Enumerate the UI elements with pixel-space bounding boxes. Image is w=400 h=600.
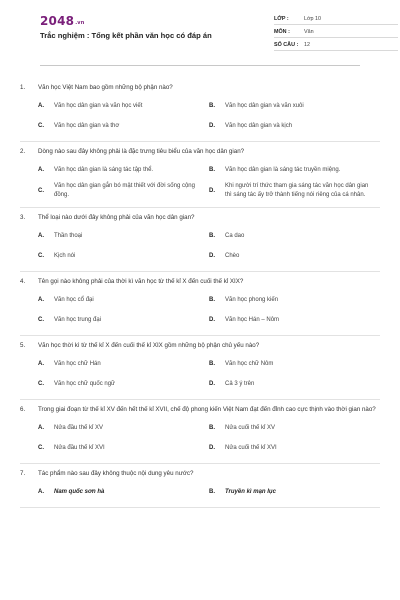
option-letter: D.	[209, 122, 215, 129]
meta-key: LỚP :	[274, 16, 289, 22]
answer-option[interactable]	[38, 376, 209, 392]
option-text: Nửa cuối thế kỉ XVI	[225, 444, 277, 451]
meta-value: Văn	[304, 29, 314, 35]
option-text: Nửa đầu thế kỉ XVI	[54, 444, 105, 451]
answer-options	[20, 420, 380, 456]
question-stem	[20, 277, 380, 287]
answer-option[interactable]	[209, 484, 380, 500]
answer-option[interactable]	[209, 228, 380, 244]
question-item	[20, 464, 380, 508]
option-text: Truyền kì mạn lục	[225, 488, 276, 495]
option-letter: B.	[209, 102, 215, 109]
option-text: Văn học chữ Nôm	[225, 360, 274, 367]
meta-row	[274, 38, 398, 51]
option-text: Văn học dân gian và văn xuôi	[225, 102, 304, 109]
answer-option[interactable]	[38, 484, 209, 500]
option-letter: C.	[38, 316, 44, 323]
question-text: Văn học Việt Nam bao gồm những bộ phận nào?	[38, 84, 173, 91]
header	[20, 0, 380, 70]
option-text: Thần thoại	[54, 232, 83, 239]
question-number: 1.	[20, 84, 26, 91]
answer-option[interactable]	[209, 98, 380, 114]
question-item	[20, 142, 380, 208]
option-letter: B.	[209, 488, 215, 495]
option-letter: C.	[38, 252, 44, 259]
answer-option[interactable]	[209, 420, 380, 436]
answer-options	[20, 292, 380, 328]
question-number: 2.	[20, 148, 26, 155]
option-text: Văn học dân gian và văn học viết	[54, 102, 143, 109]
meta-value: 12	[304, 42, 310, 48]
option-letter: D.	[209, 380, 215, 387]
meta-table	[274, 12, 398, 51]
question-item	[20, 336, 380, 400]
option-text: Văn học dân gian và kịch	[225, 122, 293, 129]
option-text: Văn học dân gian gắn bó mật thiết với đời sống cộng đồng.	[54, 183, 195, 198]
answer-option[interactable]	[38, 420, 209, 436]
question-number: 6.	[20, 406, 26, 413]
option-letter: A.	[38, 232, 44, 239]
site-logo[interactable]	[40, 14, 85, 28]
option-letter: B.	[209, 296, 215, 303]
answer-option[interactable]	[209, 248, 380, 264]
meta-key: MÔN :	[274, 29, 290, 35]
question-stem	[20, 405, 380, 415]
answer-options	[20, 98, 380, 134]
answer-option[interactable]	[209, 292, 380, 308]
option-letter: C.	[38, 122, 44, 129]
answer-option[interactable]	[209, 182, 380, 200]
option-letter: A.	[38, 296, 44, 303]
option-letter: B.	[209, 424, 215, 431]
option-text: Cả 3 ý trên	[225, 380, 255, 387]
option-text: Kịch nói	[54, 252, 76, 259]
answer-option[interactable]	[38, 440, 209, 456]
answer-option[interactable]	[38, 312, 209, 328]
option-letter: D.	[209, 444, 215, 451]
question-number: 3.	[20, 214, 26, 221]
option-text: Văn học Hán – Nôm	[225, 316, 280, 323]
answer-option[interactable]	[38, 118, 209, 134]
option-letter: D.	[209, 316, 215, 323]
question-text: Tác phẩm nào sau đây không thuộc nội dung yêu nước?	[38, 470, 194, 477]
option-letter: A.	[38, 360, 44, 367]
option-text: Văn học phong kiến	[225, 296, 279, 303]
question-stem	[20, 213, 380, 223]
answer-option[interactable]	[38, 292, 209, 308]
option-letter: D.	[209, 187, 215, 194]
question-item	[20, 272, 380, 336]
option-letter: A.	[38, 488, 44, 495]
option-letter: B.	[209, 232, 215, 239]
answer-option[interactable]	[209, 356, 380, 372]
option-letter: B.	[209, 166, 215, 173]
question-text: Trong giai đoạn từ thế kỉ XV đến hết thế kỉ XVII, chế độ phong kiến Việt Nam đạt đến đỉnh cao cực thịnh vào thời gian nào?	[38, 406, 376, 413]
answer-option[interactable]	[38, 356, 209, 372]
answer-option[interactable]	[38, 248, 209, 264]
option-letter: D.	[209, 252, 215, 259]
answer-option[interactable]	[209, 376, 380, 392]
option-text: Chèo	[225, 252, 240, 259]
option-letter: A.	[38, 102, 44, 109]
question-text: Tên gọi nào không phải của thời kì văn học từ thế kỉ X đến cuối thế kỉ XIX?	[38, 278, 244, 285]
question-item	[20, 400, 380, 464]
answer-options	[20, 228, 380, 264]
option-text: Văn học trung đại	[54, 316, 102, 323]
answer-option[interactable]	[38, 98, 209, 114]
option-text: Văn học dân gian và thơ	[54, 122, 120, 129]
meta-row	[274, 12, 398, 25]
option-letter: A.	[38, 166, 44, 173]
option-text: Văn học dân gian là sáng tác tập thể.	[54, 166, 154, 173]
option-text: Nam quốc sơn hà	[54, 488, 105, 495]
option-text: Ca dao	[225, 232, 245, 239]
question-text: Văn học thời kì từ thế kỉ X đến cuối thế kỉ XIX gồm những bộ phận chủ yếu nào?	[38, 342, 260, 349]
question-stem	[20, 469, 380, 479]
answer-option[interactable]	[209, 440, 380, 456]
answer-options	[20, 162, 380, 200]
question-list	[20, 78, 380, 508]
answer-option[interactable]	[38, 182, 209, 200]
header-divider	[40, 65, 360, 66]
meta-value: Lớp 10	[304, 16, 322, 22]
option-text: Văn học chữ Hán	[54, 360, 101, 367]
meta-row	[274, 25, 398, 38]
question-stem	[20, 83, 380, 93]
option-text: Văn học chữ quốc ngữ	[54, 380, 116, 387]
answer-option[interactable]	[38, 228, 209, 244]
option-text: Văn học cổ đại	[54, 296, 94, 303]
answer-option[interactable]	[209, 162, 380, 178]
answer-option[interactable]	[209, 312, 380, 328]
answer-option[interactable]	[38, 162, 209, 178]
option-letter: C.	[38, 444, 44, 451]
page-title: Trắc nghiệm : Tổng kết phần văn học có đáp án	[40, 31, 212, 40]
question-stem	[20, 147, 380, 157]
answer-option[interactable]	[209, 118, 380, 134]
option-letter: C.	[38, 187, 44, 194]
question-number: 4.	[20, 278, 26, 285]
question-item	[20, 78, 380, 142]
option-text: Khi người trí thức tham gia sáng tác văn học dân gian thì sáng tác ấy trở thành tiếng nói riêng của cá nhân.	[225, 183, 369, 198]
question-number: 5.	[20, 342, 26, 349]
question-text: Dòng nào sau đây không phải là đặc trưng tiêu biểu của văn học dân gian?	[38, 148, 245, 155]
meta-key: SỐ CÂU :	[274, 42, 299, 48]
option-letter: B.	[209, 360, 215, 367]
logo-suffix: .vn	[75, 20, 85, 26]
question-number: 7.	[20, 470, 26, 477]
option-letter: C.	[38, 380, 44, 387]
option-letter: A.	[38, 424, 44, 431]
question-stem	[20, 341, 380, 351]
option-text: Văn học dân gian là sáng tác truyền miệng.	[225, 166, 341, 173]
option-text: Nửa đầu thế kỉ XV	[54, 424, 104, 431]
option-text: Nửa cuối thế kỉ XV	[225, 424, 276, 431]
answer-options	[20, 356, 380, 392]
answer-options	[20, 484, 380, 500]
logo-main: 2048	[40, 14, 75, 28]
question-item	[20, 208, 380, 272]
question-text: Thể loại nào dưới đây không phải của văn học dân gian?	[38, 214, 195, 221]
